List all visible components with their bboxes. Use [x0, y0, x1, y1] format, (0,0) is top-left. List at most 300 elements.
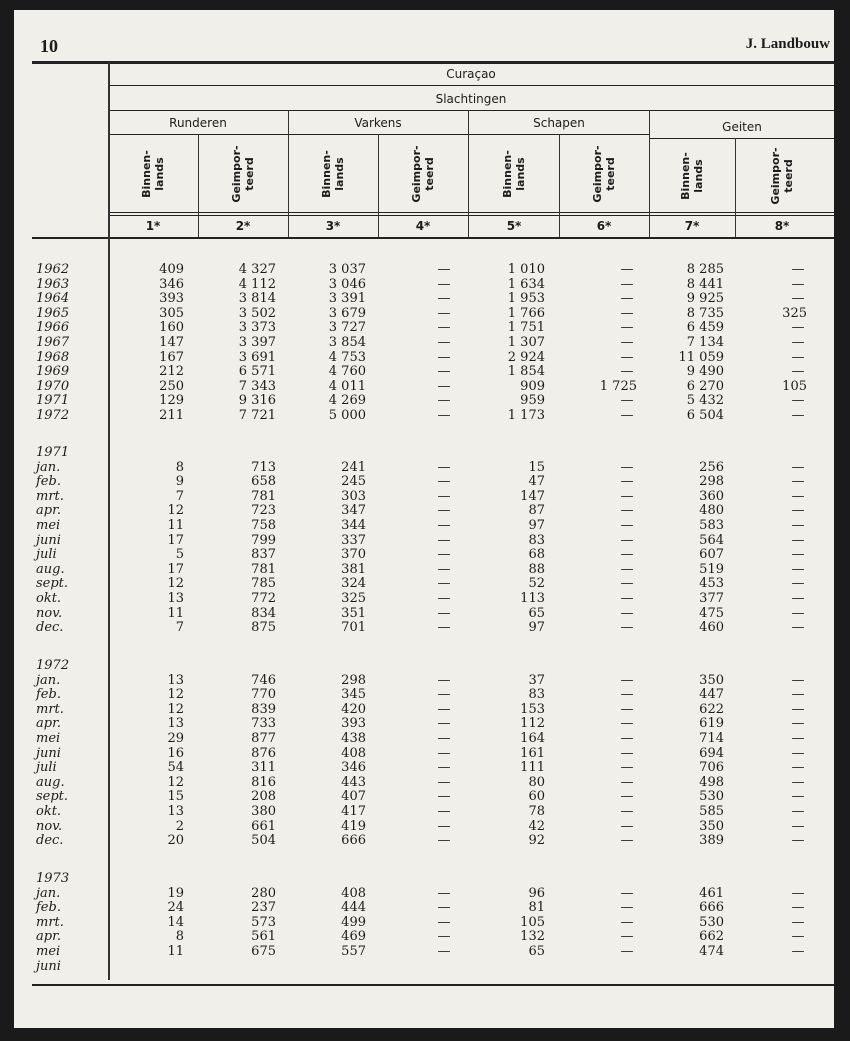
table-cell: 324 [341, 576, 366, 592]
table-row [14, 461, 834, 476]
row-label: 1962 [36, 262, 70, 277]
column-number: 2* [235, 219, 251, 233]
table-cell: — [437, 349, 451, 365]
table-cell: 675 [251, 944, 276, 959]
table-row [14, 703, 834, 718]
category-header-schapen: Schapen [533, 116, 585, 130]
table-cell: 325 [782, 305, 807, 321]
table-row [14, 263, 834, 278]
row-label: juni [36, 532, 61, 548]
table-cell: 20 [167, 833, 184, 849]
table-cell: — [437, 335, 451, 350]
row-label: 1971 [36, 393, 70, 409]
table-cell: — [437, 789, 451, 805]
table-row [14, 519, 834, 534]
table-cell: — [791, 818, 805, 834]
row-label: aug. [36, 561, 65, 577]
table-row [14, 548, 834, 563]
column-number: 7* [684, 219, 700, 233]
row-label: feb. [36, 900, 61, 916]
table-cell: 9 316 [238, 393, 276, 409]
table-cell: 311 [251, 760, 276, 776]
table-cell: 37 [528, 672, 545, 688]
table-cell: 161 [520, 745, 545, 761]
section-heading: 1972 [36, 658, 70, 673]
table-cell: 607 [699, 547, 724, 563]
row-label: apr. [36, 503, 61, 519]
table-cell: 9 490 [686, 364, 724, 380]
bottom-rule [32, 984, 834, 986]
table-cell: 1 725 [599, 378, 637, 394]
table-cell: 785 [251, 576, 276, 592]
table-row [14, 732, 834, 747]
table-cell: 746 [251, 672, 276, 688]
table-cell: 1 010 [507, 262, 545, 277]
table-cell: 7 721 [238, 408, 276, 423]
subheader-binnenlands: Binnen- lands [140, 150, 166, 198]
table-cell: — [791, 503, 805, 519]
table-cell: 60 [528, 789, 545, 805]
table-cell: — [791, 789, 805, 805]
table-cell: — [437, 393, 451, 409]
table-row [14, 820, 834, 835]
table-cell: 241 [341, 459, 366, 475]
table-cell: — [620, 760, 634, 776]
table-cell: — [620, 276, 634, 292]
table-row [14, 747, 834, 762]
table-cell: 97 [528, 620, 545, 636]
table-cell: 4 269 [328, 393, 366, 409]
table-cell: — [791, 262, 805, 277]
table-cell: 298 [699, 474, 724, 490]
table-cell: 167 [159, 349, 184, 365]
table-cell: 360 [699, 488, 724, 504]
section-heading: 1971 [36, 445, 70, 460]
running-head: J. Landbouw [745, 36, 830, 52]
table-cell: — [437, 833, 451, 849]
table-cell: 7 343 [238, 378, 276, 394]
table-cell: 876 [251, 745, 276, 761]
table-cell: — [620, 914, 634, 930]
table-cell: 447 [699, 687, 724, 703]
table-cell: 113 [520, 591, 545, 606]
table-cell: 5 000 [328, 408, 366, 423]
table-cell: 3 679 [328, 305, 366, 321]
table-row [14, 534, 834, 549]
table-cell: 877 [251, 731, 276, 746]
table-cell: 112 [520, 716, 545, 732]
table-cell: 350 [699, 672, 724, 688]
table-cell: — [437, 716, 451, 732]
table-cell: 24 [167, 900, 184, 916]
table-cell: 557 [341, 944, 366, 959]
table-cell: — [437, 944, 451, 959]
column-number: 6* [596, 219, 612, 233]
table-cell: — [437, 305, 451, 321]
table-cell: — [437, 488, 451, 504]
table-cell: — [791, 276, 805, 292]
table-cell: — [620, 320, 634, 336]
table-cell: — [620, 488, 634, 504]
table-cell: — [620, 745, 634, 761]
table-row [14, 409, 834, 424]
table-cell: — [791, 320, 805, 336]
table-cell: — [437, 459, 451, 475]
table-cell: — [437, 620, 451, 636]
table-cell: 3 814 [238, 291, 276, 307]
table-cell: 212 [159, 364, 184, 380]
table-cell: 3 691 [238, 349, 276, 365]
table-cell: 408 [341, 885, 366, 901]
row-label: juli [36, 760, 57, 776]
row-label: feb. [36, 687, 61, 703]
row-label: 1965 [36, 305, 70, 321]
table-cell: 351 [341, 605, 366, 621]
table-cell: — [437, 547, 451, 563]
subheader-geimporteerd: Geimpor- teerd [591, 145, 617, 203]
table-cell: 7 134 [686, 335, 724, 350]
table-cell: 11 [167, 944, 184, 959]
subheader-geimporteerd: Geimpor- teerd [230, 145, 256, 203]
row-label: 1972 [36, 408, 70, 423]
column-number-rule-top [108, 215, 834, 216]
table-cell: 460 [699, 620, 724, 636]
table-cell: — [437, 731, 451, 746]
table-cell: — [620, 900, 634, 916]
table-cell: 337 [341, 532, 366, 548]
table-cell: — [437, 745, 451, 761]
table-cell: — [620, 262, 634, 277]
table-cell: 714 [699, 731, 724, 746]
table-cell: — [791, 605, 805, 621]
group-title-rule [108, 85, 834, 86]
table-cell: — [437, 291, 451, 307]
table-cell: — [791, 576, 805, 592]
table-cell: 461 [699, 885, 724, 901]
section-heading-row [14, 446, 834, 461]
table-cell: — [791, 561, 805, 577]
row-label: juni [36, 745, 61, 761]
table-cell: 573 [251, 914, 276, 930]
table-cell: 8 [175, 459, 184, 475]
table-cell: 250 [159, 378, 184, 394]
table-cell: 164 [520, 731, 545, 746]
row-label: 1963 [36, 276, 70, 292]
table-cell: — [437, 576, 451, 592]
table-cell: 12 [167, 774, 184, 790]
table-cell: 83 [528, 687, 545, 703]
table-row [14, 930, 834, 945]
table-cell: 909 [520, 378, 545, 394]
table-cell: 781 [251, 561, 276, 577]
table-cell: — [620, 605, 634, 621]
subheader-binnenlands: Binnen- lands [320, 150, 346, 198]
table-cell: — [620, 929, 634, 945]
table-cell: — [620, 789, 634, 805]
table-row [14, 761, 834, 776]
table-row [14, 504, 834, 519]
category-header-varkens: Varkens [354, 116, 402, 130]
column-number: 8* [774, 219, 790, 233]
table-cell: — [791, 518, 805, 533]
table-cell: 393 [341, 716, 366, 732]
table-cell: 770 [251, 687, 276, 703]
table-row [14, 621, 834, 636]
table-cell: 816 [251, 774, 276, 790]
table-cell: 758 [251, 518, 276, 533]
table-cell: 92 [528, 833, 545, 849]
table-cell: — [437, 518, 451, 533]
column-divider [559, 134, 560, 237]
table-cell: 713 [251, 459, 276, 475]
table-cell: 15 [167, 789, 184, 805]
table-cell: 280 [251, 885, 276, 901]
row-label: 1966 [36, 320, 70, 336]
table-cell: — [437, 687, 451, 703]
table-cell: 8 [175, 929, 184, 945]
table-cell: 14 [167, 914, 184, 930]
table-cell: 298 [341, 672, 366, 688]
table-cell: 78 [528, 804, 545, 819]
table-cell: 799 [251, 532, 276, 548]
table-cell: — [791, 620, 805, 636]
table-row [14, 834, 834, 849]
table-cell: 839 [251, 701, 276, 717]
table-subtitle: Slachtingen [435, 92, 507, 106]
table-cell: 3 373 [238, 320, 276, 336]
table-cell: 837 [251, 547, 276, 563]
table-cell: 105 [782, 378, 807, 394]
table-cell: — [791, 687, 805, 703]
row-label: juni [36, 958, 61, 974]
column-divider [198, 134, 199, 237]
table-cell: 530 [699, 914, 724, 930]
table-cell: — [620, 687, 634, 703]
top-rule [32, 61, 834, 64]
table-cell: — [437, 885, 451, 901]
row-label: 1970 [36, 378, 70, 394]
table-cell: 8 285 [686, 262, 724, 277]
table-cell: 4 753 [328, 349, 366, 365]
table-cell: 834 [251, 605, 276, 621]
table-cell: 13 [167, 672, 184, 688]
section-heading-row [14, 659, 834, 674]
table-cell: 443 [341, 774, 366, 790]
table-cell: — [791, 833, 805, 849]
table-cell: 380 [251, 804, 276, 819]
table-cell: 208 [251, 789, 276, 805]
table-cell: — [437, 605, 451, 621]
subheader-geimporteerd: Geimpor- teerd [410, 145, 436, 203]
table-cell: 469 [341, 929, 366, 945]
table-cell: 6 571 [238, 364, 276, 380]
table-row [14, 674, 834, 689]
table-cell: — [437, 408, 451, 423]
table-cell: 305 [159, 305, 184, 321]
table-cell: 4 011 [328, 378, 366, 394]
table-cell: 245 [341, 474, 366, 490]
table-cell: 658 [251, 474, 276, 490]
table-cell: 11 [167, 605, 184, 621]
table-row [14, 945, 834, 960]
table-cell: 19 [167, 885, 184, 901]
table-cell: 345 [341, 687, 366, 703]
table-cell: 147 [520, 488, 545, 504]
table-cell: 2 [175, 818, 184, 834]
table-row [14, 490, 834, 505]
table-cell: — [791, 408, 805, 423]
table-cell: 723 [251, 503, 276, 519]
table-cell: — [791, 914, 805, 930]
table-cell: — [437, 503, 451, 519]
document-page [14, 10, 834, 1028]
table-cell: — [620, 532, 634, 548]
table-cell: 622 [699, 701, 724, 717]
table-cell: — [791, 900, 805, 916]
table-cell: — [437, 474, 451, 490]
table-cell: — [791, 760, 805, 776]
table-cell: 111 [520, 760, 545, 776]
table-row [14, 292, 834, 307]
row-label: nov. [36, 605, 63, 621]
table-row [14, 790, 834, 805]
row-label: 1969 [36, 364, 70, 380]
table-cell: 344 [341, 518, 366, 533]
table-row [14, 688, 834, 703]
table-cell: 706 [699, 760, 724, 776]
group-title: Curaçao [446, 67, 496, 81]
subheader-rule [108, 212, 834, 213]
table-cell: 346 [341, 760, 366, 776]
table-cell: 1 854 [507, 364, 545, 380]
table-cell: 475 [699, 605, 724, 621]
table-cell: — [620, 701, 634, 717]
table-cell: — [437, 760, 451, 776]
table-cell: 350 [699, 818, 724, 834]
row-label: aug. [36, 774, 65, 790]
table-row [14, 916, 834, 931]
table-cell: 42 [528, 818, 545, 834]
table-cell: 15 [528, 459, 545, 475]
column-number: 3* [325, 219, 341, 233]
row-label: dec. [36, 833, 64, 849]
table-cell: 105 [520, 914, 545, 930]
table-cell: 417 [341, 804, 366, 819]
table-cell: 1 307 [507, 335, 545, 350]
table-cell: 561 [251, 929, 276, 945]
table-row [14, 960, 834, 975]
table-row [14, 365, 834, 380]
table-cell: — [791, 716, 805, 732]
table-row [14, 805, 834, 820]
table-cell: — [620, 804, 634, 819]
table-cell: — [437, 276, 451, 292]
table-cell: 211 [159, 408, 184, 423]
table-cell: 381 [341, 561, 366, 577]
table-cell: — [791, 459, 805, 475]
table-cell: — [620, 944, 634, 959]
table-cell: — [620, 591, 634, 606]
table-cell: 3 854 [328, 335, 366, 350]
table-cell: — [620, 620, 634, 636]
table-cell: 407 [341, 789, 366, 805]
table-cell: 3 502 [238, 305, 276, 321]
table-cell: — [620, 474, 634, 490]
table-cell: 87 [528, 503, 545, 519]
table-cell: 9 925 [686, 291, 724, 307]
table-row [14, 307, 834, 322]
table-cell: 1 634 [507, 276, 545, 292]
table-cell: 4 760 [328, 364, 366, 380]
table-cell: — [437, 701, 451, 717]
row-label: 1964 [36, 291, 70, 307]
table-cell: 97 [528, 518, 545, 533]
table-cell: 666 [699, 900, 724, 916]
table-cell: 370 [341, 547, 366, 563]
table-cell: — [437, 914, 451, 930]
table-cell: 12 [167, 701, 184, 717]
row-label: okt. [36, 591, 62, 606]
table-cell: — [437, 900, 451, 916]
table-cell: 701 [341, 620, 366, 636]
table-cell: 3 727 [328, 320, 366, 336]
table-cell: 3 391 [328, 291, 366, 307]
table-cell: 393 [159, 291, 184, 307]
table-cell: 16 [167, 745, 184, 761]
row-label: 1968 [36, 349, 70, 365]
table-cell: 6 459 [686, 320, 724, 336]
table-cell: 959 [520, 393, 545, 409]
column-number: 1* [145, 219, 161, 233]
table-cell: — [791, 944, 805, 959]
table-cell: — [791, 474, 805, 490]
table-cell: 12 [167, 503, 184, 519]
table-cell: — [791, 349, 805, 365]
table-cell: 7 [175, 620, 184, 636]
table-cell: 585 [699, 804, 724, 819]
table-cell: — [620, 393, 634, 409]
table-cell: — [620, 576, 634, 592]
table-cell: 347 [341, 503, 366, 519]
table-cell: 6 504 [686, 408, 724, 423]
table-cell: 4 112 [238, 276, 276, 292]
table-row [14, 336, 834, 351]
table-cell: — [791, 885, 805, 901]
table-cell: 419 [341, 818, 366, 834]
table-cell: 1 766 [507, 305, 545, 321]
table-cell: — [791, 745, 805, 761]
table-row [14, 607, 834, 622]
table-cell: — [620, 335, 634, 350]
table-cell: 409 [159, 262, 184, 277]
table-cell: 2 924 [507, 349, 545, 365]
table-cell: — [620, 518, 634, 533]
subheader-binnenlands: Binnen- lands [679, 152, 705, 200]
table-cell: 8 441 [686, 276, 724, 292]
table-row [14, 592, 834, 607]
table-cell: 733 [251, 716, 276, 732]
table-cell: 530 [699, 789, 724, 805]
table-cell: 389 [699, 833, 724, 849]
table-cell: 781 [251, 488, 276, 504]
table-cell: — [791, 488, 805, 504]
table-cell: — [620, 305, 634, 321]
table-cell: — [791, 672, 805, 688]
table-cell: — [791, 774, 805, 790]
column-number: 4* [415, 219, 431, 233]
table-cell: — [620, 672, 634, 688]
table-cell: — [791, 335, 805, 350]
